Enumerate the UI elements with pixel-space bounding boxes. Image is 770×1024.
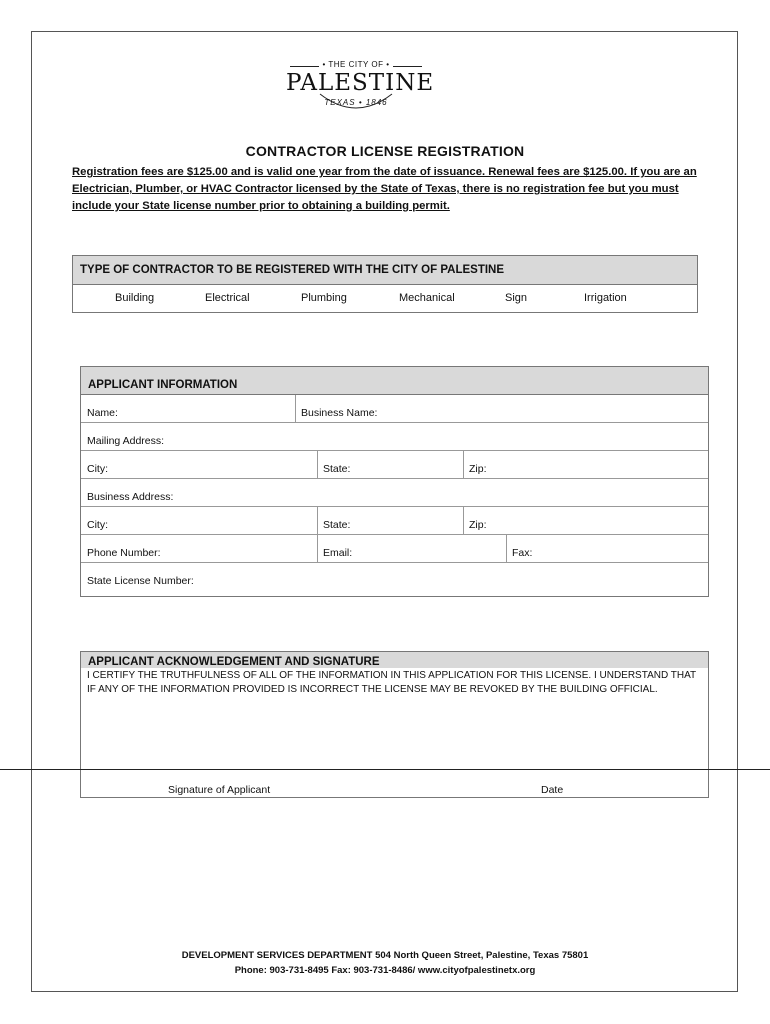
- fax-field[interactable]: Fax:: [512, 547, 533, 559]
- email-field[interactable]: Email:: [323, 547, 353, 559]
- applicant-information-section: [80, 366, 709, 597]
- business-zip-field[interactable]: Zip:: [469, 519, 487, 531]
- acknowledgement-text: I CERTIFY THE TRUTHFULNESS OF ALL OF THE INFORMATION IN THIS APPLICATION FOR THIS LICENSE. I UNDERSTAND THAT IF ANY OF THE INFORMATION PROVIDED IS INCORRECT THE LICENSE MAY BE REVOKED BY THE BUILDING OFFICIAL.: [87, 670, 696, 695]
- contractor-type-section: [72, 255, 698, 313]
- city-field[interactable]: City:: [87, 463, 108, 475]
- business-city-field[interactable]: City:: [87, 519, 108, 531]
- option-irrigation[interactable]: Irrigation: [584, 292, 627, 304]
- phone-field[interactable]: Phone Number:: [87, 547, 161, 559]
- contractor-type-options: [73, 285, 697, 313]
- fee-note: Registration fees are $125.00 and is valid one year from the date of issuance. Renewal fees are $125.00. If you are an Electrician, Plumber, or HVAC Contractor licensed by the State of Texas, there is no registration fee but you must include your State license number prior to obtaining a building permit.: [72, 166, 697, 212]
- date-label: Date: [541, 784, 564, 796]
- form-title: CONTRACTOR LICENSE REGISTRATION: [245, 143, 525, 159]
- state-field[interactable]: State:: [323, 463, 351, 475]
- option-plumbing[interactable]: Plumbing: [301, 292, 347, 304]
- zip-field[interactable]: Zip:: [469, 463, 487, 475]
- row-city-state-zip: [81, 451, 708, 479]
- footer-contact: Phone: 903-731-8495 Fax: 903-731-8486/ www.cityofpalestinetx.org: [234, 965, 536, 976]
- contractor-type-heading: TYPE OF CONTRACTOR TO BE REGISTERED WITH THE CITY OF PALESTINE: [73, 256, 697, 285]
- row-mailing: [81, 423, 708, 451]
- state-license-field[interactable]: State License Number:: [87, 575, 194, 587]
- business-state-field[interactable]: State:: [323, 519, 351, 531]
- row-phone-email-fax: [81, 535, 708, 563]
- row-state-license: [81, 563, 708, 591]
- signature-label: Signature of Applicant: [168, 784, 271, 796]
- row-name: [81, 395, 708, 423]
- option-mechanical[interactable]: Mechanical: [399, 292, 455, 304]
- option-electrical[interactable]: Electrical: [205, 292, 250, 304]
- acknowledgement-section: [80, 651, 709, 798]
- logo-tag-bottom: TEXAS • 1846: [324, 98, 388, 107]
- footer-address: DEVELOPMENT SERVICES DEPARTMENT 504 North Queen Street, Palestine, Texas 75801: [181, 950, 589, 961]
- option-building[interactable]: Building: [115, 292, 155, 304]
- city-logo: [286, 56, 435, 118]
- footer: [0, 948, 770, 978]
- row-business-address: [81, 479, 708, 507]
- business-name-field[interactable]: Business Name:: [301, 407, 378, 419]
- logo-wordmark: PALESTINE: [286, 70, 435, 96]
- mailing-address-field[interactable]: Mailing Address:: [87, 435, 165, 447]
- signature-line[interactable]: [0, 769, 770, 770]
- acknowledgement-heading: APPLICANT ACKNOWLEDGEMENT AND SIGNATURE: [81, 652, 708, 668]
- logo-tag-top: • THE CITY OF •: [319, 60, 392, 69]
- business-address-field[interactable]: Business Address:: [87, 491, 174, 503]
- row-city-state-zip-2: [81, 507, 708, 535]
- applicant-heading: APPLICANT INFORMATION: [81, 367, 708, 395]
- name-field[interactable]: Name:: [87, 407, 118, 419]
- option-sign[interactable]: Sign: [505, 292, 528, 304]
